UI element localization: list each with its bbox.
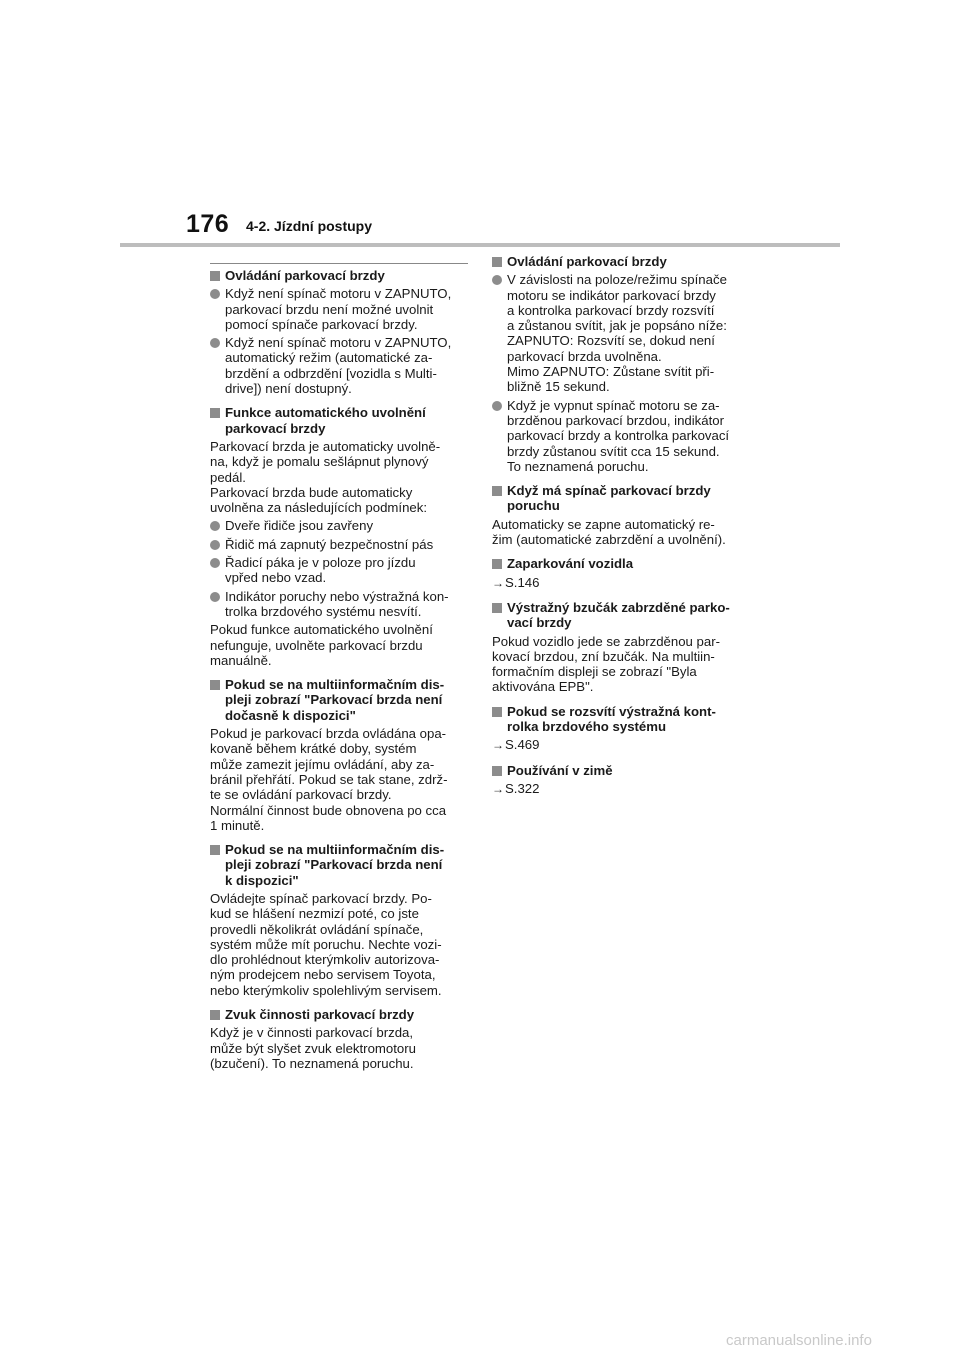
- text-line: rolka brzdového systému: [507, 719, 667, 735]
- bullet-item: [210, 555, 468, 586]
- text-line: Když není spínač motoru v ZAPNUTO,: [225, 335, 452, 351]
- text-line: Pokud se na multiinformačním dis-: [225, 677, 445, 693]
- text-line: Používání v zimě: [507, 762, 613, 778]
- bullet-item: [210, 589, 468, 620]
- text-line: pomocí spínače parkovací brzdy.: [225, 316, 418, 332]
- circle-bullet-icon: [492, 275, 502, 285]
- paragraph: [210, 1025, 468, 1071]
- text-line: Mimo ZAPNUTO: Zůstane svítit při-: [507, 364, 715, 380]
- section-title: 4-2. Jízdní postupy: [246, 218, 373, 234]
- bullet-item: [210, 537, 468, 552]
- text-line: Automaticky se zapne automatický re-: [492, 516, 715, 532]
- text-line: Ovládání parkovací brzdy: [225, 268, 385, 283]
- text-line: ným prodejcem nebo servisem Toyota,: [210, 967, 436, 983]
- text-line: Řadicí páka je v poloze pro jízdu: [225, 555, 416, 571]
- text-line: drive]) není dostupný.: [225, 381, 352, 397]
- page-reference[interactable]: [492, 781, 754, 797]
- text-line: kud se hlášení nezmizí poté, co jste: [210, 906, 419, 922]
- square-bullet-icon: [210, 845, 220, 855]
- text-line: parkovací brzdy: [225, 420, 326, 436]
- text-line: te se ovládání parkovací brzdy.: [210, 787, 392, 803]
- circle-bullet-icon: [210, 289, 220, 299]
- heading-parking-brake-operation: [210, 268, 468, 283]
- text-line: Parkovací brzda je automaticky uvolně-: [210, 438, 441, 454]
- square-bullet-icon: [492, 766, 502, 776]
- text-line: Když je v činnosti parkovací brzda,: [210, 1025, 414, 1041]
- circle-bullet-icon: [210, 338, 220, 348]
- text-line: kovaně během krátké doby, systém: [210, 741, 417, 757]
- text-line: Řidič má zapnutý bezpečnostní pás: [225, 536, 434, 552]
- page-reference[interactable]: [492, 575, 754, 591]
- text-line: parkovací brzdu není možné uvolnit: [225, 301, 434, 317]
- column-rule: [210, 263, 468, 264]
- paragraph: [210, 726, 468, 833]
- heading-operation-sound: [210, 1007, 468, 1022]
- text-line: Normální činnost bude obnovena po cca: [210, 802, 447, 818]
- text-line: Dveře řidiče jsou zavřeny: [225, 518, 374, 534]
- text-line: Pokud funkce automatického uvolnění: [210, 622, 433, 638]
- text-line: Pokud se na multiinformačním dis-: [225, 842, 445, 858]
- heading-temporarily-unavailable: [210, 677, 468, 723]
- text-line: uvolněna za následujících podmínek:: [210, 500, 428, 516]
- text-line: nebo kterýmkoliv spolehlivým servisem.: [210, 982, 442, 998]
- text-line: parkovací brzda uvolněna.: [507, 348, 662, 364]
- bullet-item: [210, 286, 468, 332]
- text-line: aktivována EPB".: [492, 679, 594, 695]
- reference-link[interactable]: S.146: [505, 574, 540, 590]
- text-line: Když je vypnut spínač motoru se za-: [507, 397, 720, 413]
- text-line: Pokud vozidlo jede se zabrzděnou par-: [492, 633, 720, 649]
- heading-unavailable: [210, 842, 468, 888]
- text-line: (bzučení). To neznamená poruchu.: [210, 1055, 414, 1071]
- text-line: brzdy zůstanou svítit cca 15 sekund.: [507, 443, 720, 459]
- paragraph: [492, 634, 754, 695]
- bullet-item: [492, 272, 754, 394]
- bullet-item: [492, 398, 754, 474]
- text-line: vací brzdy: [507, 615, 572, 631]
- reference-link[interactable]: S.322: [505, 780, 540, 796]
- text-line: Výstražný bzučák zabrzděné parko-: [507, 599, 730, 615]
- text-line: Zaparkování vozidla: [507, 556, 634, 572]
- text-line: vpřed nebo vzad.: [225, 570, 327, 586]
- square-bullet-icon: [492, 486, 502, 496]
- paragraph: [210, 891, 468, 998]
- heading-winter-use: [492, 763, 754, 778]
- square-bullet-icon: [210, 680, 220, 690]
- heading-parking-vehicle: [492, 556, 754, 571]
- text-line: motoru se indikátor parkovací brzdy: [507, 287, 716, 303]
- text-line: To neznamená poruchu.: [507, 458, 649, 474]
- text-line: dlo prohlédnout kterýmkoliv autorizova-: [210, 952, 440, 968]
- text-line: Parkovací brzda bude automaticky: [210, 484, 413, 500]
- text-line: poruchu: [507, 498, 560, 514]
- text-line: brzděnou parkovací brzdou, indikátor: [507, 412, 724, 428]
- text-line: V závislosti na poloze/režimu spínače: [507, 272, 727, 288]
- text-line: systém může mít poruchu. Nechte vozi-: [210, 936, 442, 952]
- bullet-item: [210, 518, 468, 533]
- square-bullet-icon: [210, 1010, 220, 1020]
- circle-bullet-icon: [210, 521, 220, 531]
- square-bullet-icon: [492, 707, 502, 717]
- square-bullet-icon: [492, 257, 502, 267]
- header-rule: [120, 243, 840, 247]
- text-line: pleji zobrazí "Parkovací brzda není: [225, 692, 443, 708]
- text-line: manuálně.: [210, 652, 272, 668]
- arrow-right-icon: →: [492, 781, 504, 796]
- page-reference[interactable]: [492, 737, 754, 753]
- watermark: carmanualsonline.info: [726, 1332, 872, 1349]
- text-line: pleji zobrazí "Parkovací brzda není: [225, 857, 443, 873]
- text-line: k dispozici": [225, 872, 299, 888]
- text-line: Když není spínač motoru v ZAPNUTO,: [225, 286, 452, 302]
- text-line: Pokud se rozsvítí výstražná kont-: [507, 703, 716, 719]
- reference-link[interactable]: S.469: [505, 737, 540, 753]
- square-bullet-icon: [492, 603, 502, 613]
- text-line: Zvuk činnosti parkovací brzdy: [225, 1007, 415, 1023]
- text-line: dočasně k dispozici": [225, 707, 356, 723]
- text-line: Funkce automatického uvolnění: [225, 405, 426, 421]
- right-column: [492, 254, 754, 800]
- arrow-right-icon: →: [492, 575, 504, 590]
- text-line: nefunguje, uvolněte parkovací brzdu: [210, 637, 423, 653]
- heading-switch-malfunction: [492, 483, 754, 514]
- text-line: bližně 15 sekund.: [507, 379, 610, 395]
- paragraph: [210, 439, 468, 515]
- text-line: na, když je pomalu sešlápnut plynový: [210, 454, 429, 470]
- circle-bullet-icon: [492, 401, 502, 411]
- square-bullet-icon: [492, 559, 502, 569]
- text-line: Když má spínač parkovací brzdy: [507, 483, 711, 499]
- page-number: 176: [186, 210, 230, 238]
- text-line: provedli několikrát ovládání spínače,: [210, 921, 424, 937]
- bullet-item: [210, 335, 468, 396]
- text-line: ZAPNUTO: Rozsvítí se, dokud není: [507, 333, 715, 349]
- text-line: bránil přehřátí. Pokud se tak stane, zdrž-: [210, 771, 448, 787]
- square-bullet-icon: [210, 408, 220, 418]
- paragraph: [210, 622, 468, 668]
- left-column: [210, 268, 468, 1074]
- text-line: kovací brzdou, zní bzučák. Na multiin-: [492, 648, 715, 664]
- heading-auto-release: [210, 405, 468, 436]
- text-line: a kontrolka parkovací brzdy rozsvítí: [507, 302, 715, 318]
- heading-parking-brake-operation: [492, 254, 754, 269]
- text-line: 1 minutě.: [210, 817, 265, 833]
- paragraph: [492, 517, 754, 548]
- heading-warning-light: [492, 704, 754, 735]
- circle-bullet-icon: [210, 558, 220, 568]
- text-line: brzdění a odbrzdění [vozidla s Multi-: [225, 365, 437, 381]
- text-line: automatický režim (automatické za-: [225, 350, 433, 366]
- circle-bullet-icon: [210, 592, 220, 602]
- text-line: a zůstanou svítit, jak je popsáno níže:: [507, 318, 727, 334]
- text-line: Ovládání parkovací brzdy: [507, 254, 667, 269]
- circle-bullet-icon: [210, 540, 220, 550]
- text-line: pedál.: [210, 469, 246, 485]
- text-line: trolka brzdového systému nesvítí.: [225, 603, 422, 619]
- arrow-right-icon: →: [492, 738, 504, 753]
- text-line: může zamezit jejímu ovládání, aby za-: [210, 756, 435, 772]
- text-line: parkovací brzdy a kontrolka parkovací: [507, 428, 730, 444]
- text-line: Ovládejte spínač parkovací brzdy. Po-: [210, 890, 432, 906]
- text-line: může být slyšet zvuk elektromotoru: [210, 1040, 416, 1056]
- square-bullet-icon: [210, 271, 220, 281]
- text-line: formačním displeji se zobrazí "Byla: [492, 664, 697, 680]
- heading-buzzer: [492, 600, 754, 631]
- text-line: Indikátor poruchy nebo výstražná kon-: [225, 588, 449, 604]
- text-line: Pokud je parkovací brzda ovládána opa-: [210, 726, 447, 742]
- text-line: žim (automatické zabrzdění a uvolnění).: [492, 532, 726, 548]
